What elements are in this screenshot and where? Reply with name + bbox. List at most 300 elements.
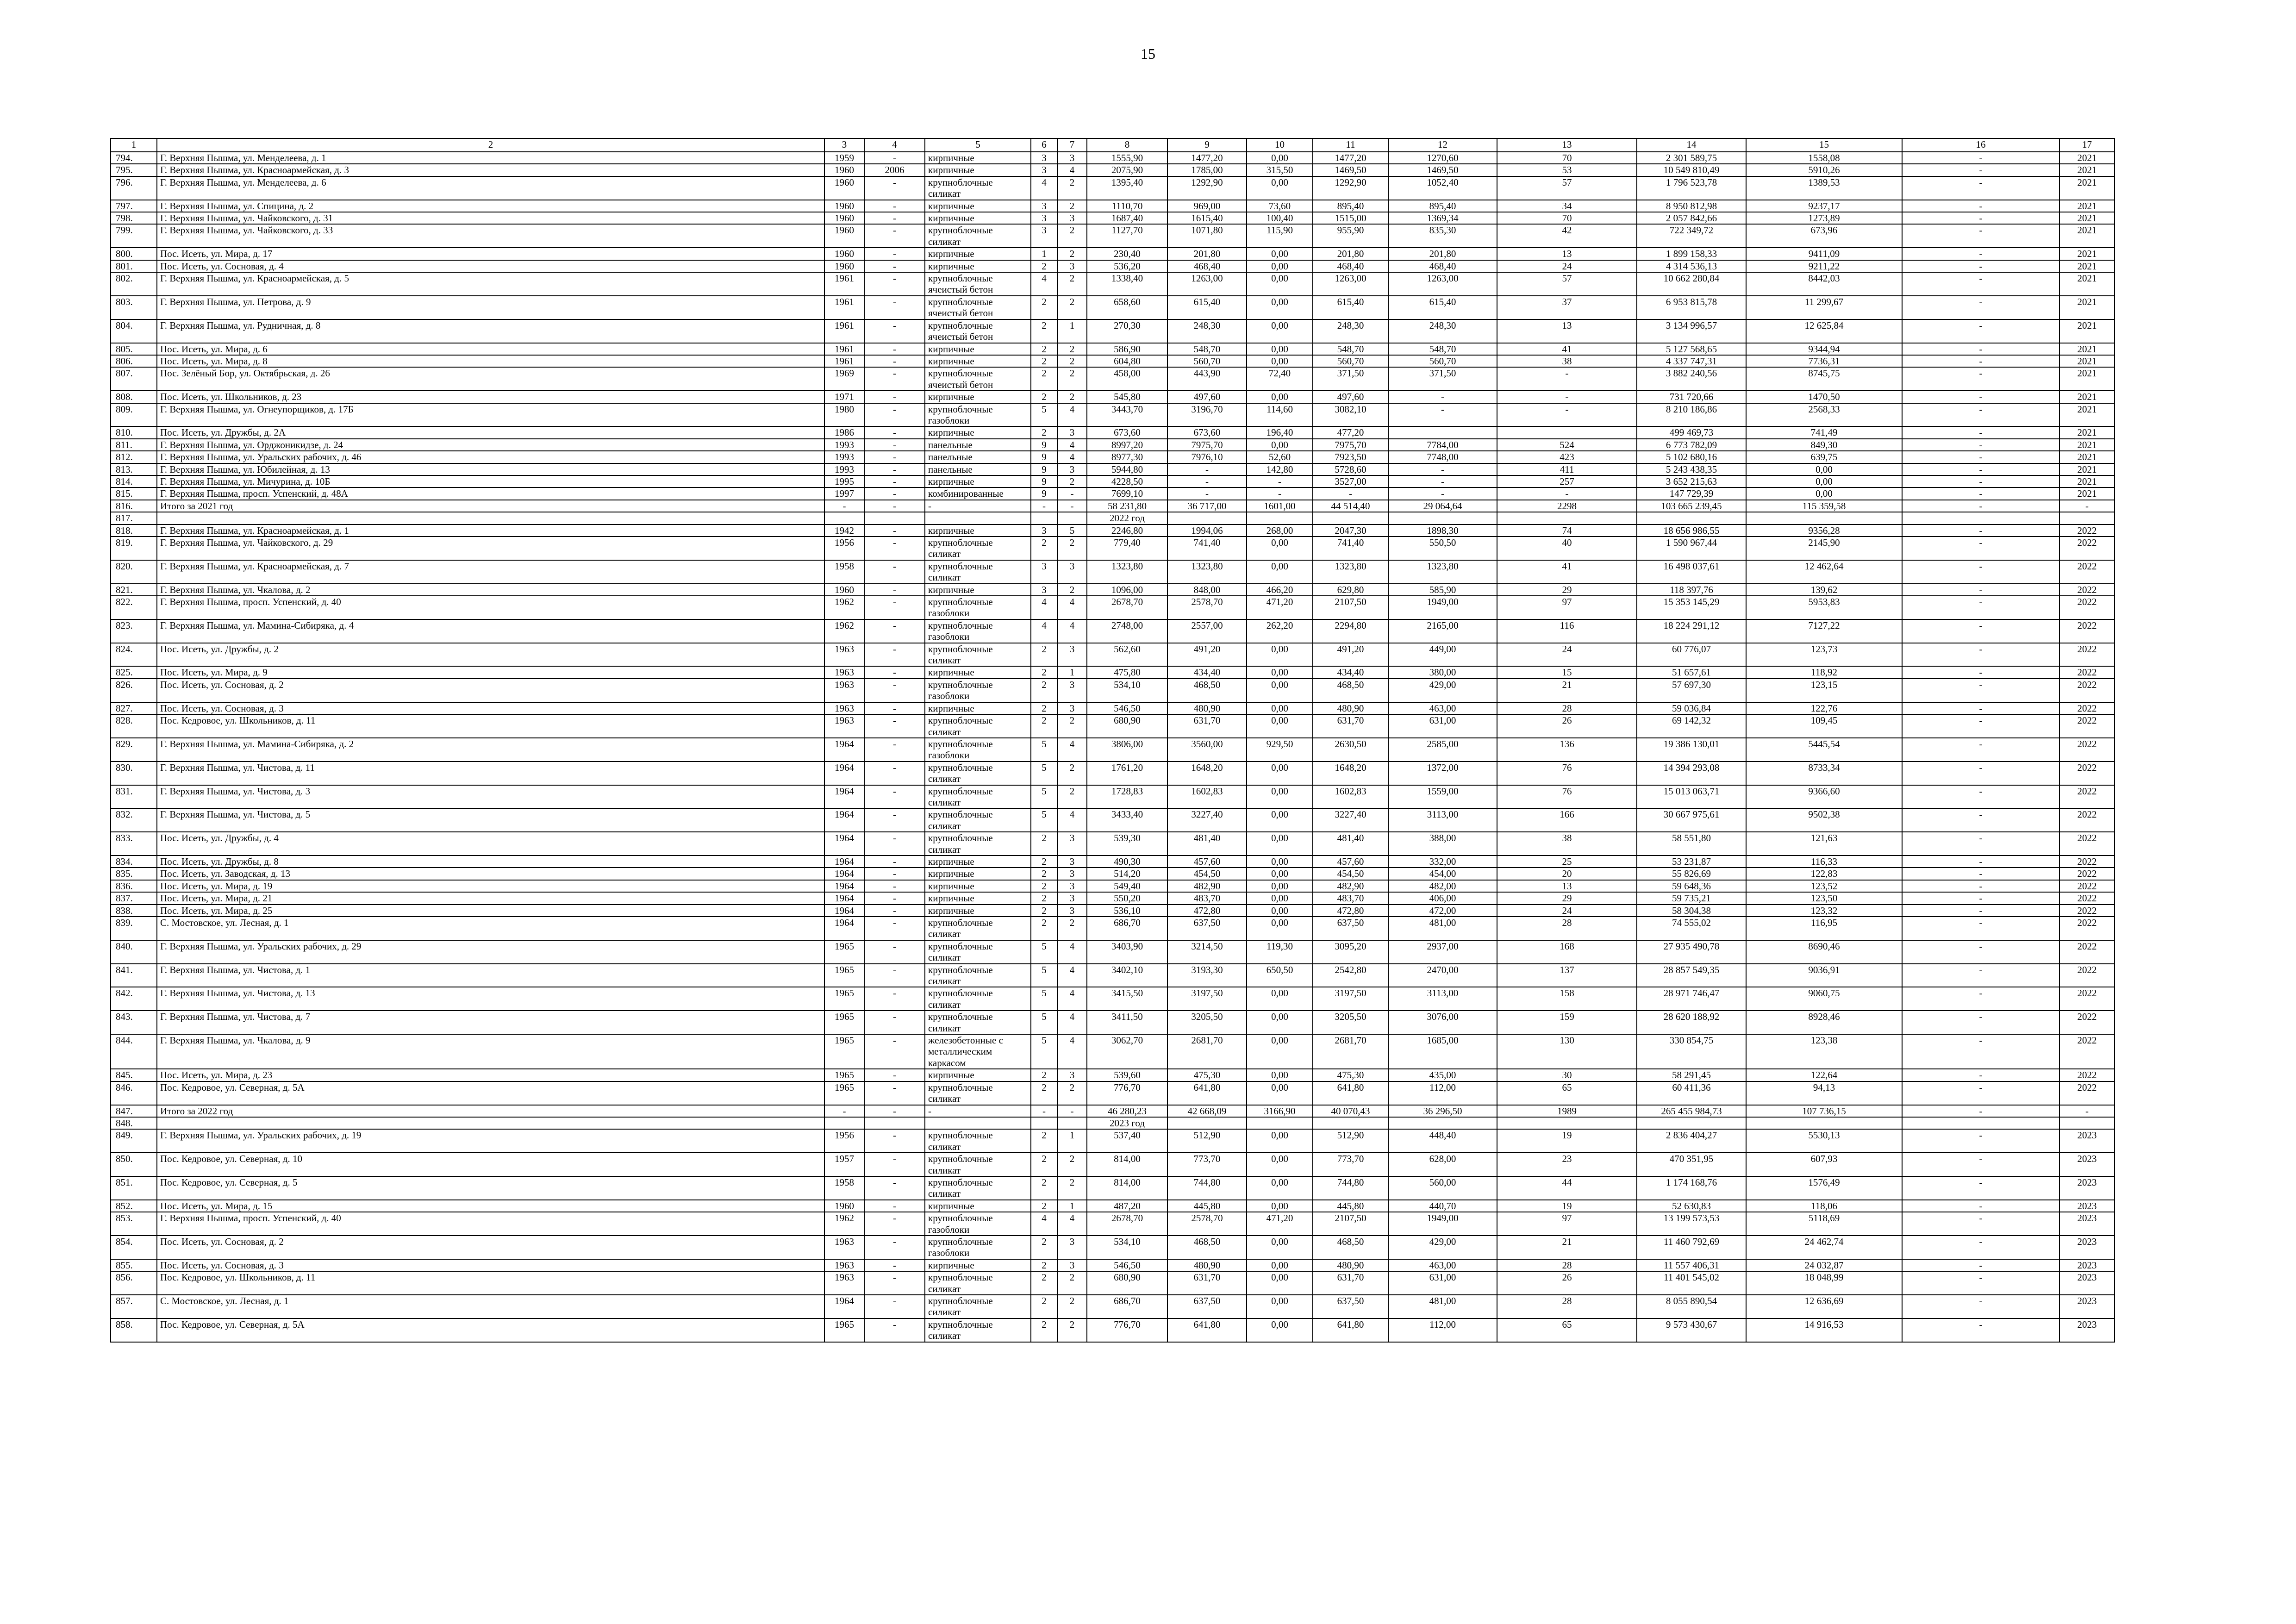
table-cell: - [1902, 500, 2059, 512]
table-cell: 480,90 [1167, 702, 1247, 714]
table-cell: 2542,80 [1313, 964, 1388, 987]
table-cell: Г. Верхняя Пышма, ул. Менделеева, д. 6 [157, 176, 824, 200]
table-cell: 2 [1031, 1271, 1057, 1295]
table-cell: С. Мостовское, ул. Лесная, д. 1 [157, 917, 824, 940]
table-row [111, 560, 2115, 584]
table-cell: 411 [1497, 463, 1637, 475]
table-cell: 1997 [824, 487, 864, 500]
table-cell: 2 [1057, 1318, 1087, 1342]
table-cell: 483,70 [1167, 892, 1247, 904]
table-cell: 440,70 [1388, 1200, 1497, 1212]
table-cell: 6 953 815,78 [1637, 296, 1746, 319]
table-cell: 2022 год [1087, 512, 1167, 524]
table-cell: Пос. Исеть, ул. Сосновая, д. 3 [157, 1259, 824, 1271]
table-cell: 3 [1031, 525, 1057, 537]
table-cell: 2021 [2059, 355, 2115, 367]
table-cell: 776,70 [1087, 1081, 1167, 1105]
table-cell: 797. [111, 200, 157, 212]
table-cell: 537,40 [1087, 1129, 1167, 1153]
table-cell: 2021 [2059, 391, 2115, 403]
table-cell: 3196,70 [1167, 403, 1247, 427]
table-cell: 475,30 [1313, 1069, 1388, 1081]
column-header: 12 [1388, 138, 1497, 152]
table-cell: 773,70 [1167, 1153, 1247, 1176]
table-cell: 21 [1497, 679, 1637, 702]
table-cell: 2 [1057, 296, 1087, 319]
table-cell: 1898,30 [1388, 525, 1497, 537]
column-header: 15 [1746, 138, 1902, 152]
table-cell: 0,00 [1247, 917, 1313, 940]
table-cell: крупноблочные газоблоки [925, 1236, 1031, 1259]
table-cell: - [864, 1295, 925, 1318]
table-cell: 1395,40 [1087, 176, 1167, 200]
table-cell: 2022 [2059, 1069, 2115, 1081]
table-row [111, 1069, 2115, 1081]
table-cell: 3227,40 [1313, 808, 1388, 832]
table-cell: 1477,20 [1313, 152, 1388, 164]
table-cell: 123,50 [1746, 892, 1902, 904]
table-cell: 65 [1497, 1318, 1637, 1342]
table-cell: 1648,20 [1167, 762, 1247, 785]
table-cell: 481,40 [1167, 832, 1247, 856]
table-cell: 512,90 [1167, 1129, 1247, 1153]
table-cell: 3 [1031, 212, 1057, 224]
table-cell [925, 1117, 1031, 1129]
table-cell: 11 401 545,02 [1637, 1271, 1746, 1295]
table-cell [1497, 512, 1637, 524]
table-cell: 512,90 [1313, 1129, 1388, 1153]
table-cell: 4 314 536,13 [1637, 260, 1746, 272]
table-cell: 28 620 188,92 [1637, 1011, 1746, 1034]
table-cell: 12 462,64 [1746, 560, 1902, 584]
table-cell: 7127,22 [1746, 619, 1902, 643]
table-cell: 829. [111, 738, 157, 762]
table-cell: - [864, 224, 925, 248]
table-cell: крупноблочные газоблоки [925, 679, 1031, 702]
table-row [111, 525, 2115, 537]
table-cell: 2 [1031, 391, 1057, 403]
table-cell: - [864, 212, 925, 224]
table-cell: Г. Верхняя Пышма, ул. Чайковского, д. 31 [157, 212, 824, 224]
table-cell: 5 [1031, 808, 1057, 832]
table-cell: 1962 [824, 1212, 864, 1236]
table-cell: - [864, 808, 925, 832]
registry-table-container [110, 138, 2114, 1343]
table-cell: - [1902, 1271, 2059, 1295]
table-cell: 929,50 [1247, 738, 1313, 762]
table-cell: - [1902, 1212, 2059, 1236]
table-cell: 9036,91 [1746, 964, 1902, 987]
table-cell: 11 299,67 [1746, 296, 1902, 319]
table-cell: 1270,60 [1388, 152, 1497, 164]
table-cell: 5 [1031, 762, 1057, 785]
table-cell: 15 013 063,71 [1637, 785, 1746, 809]
table-cell: 9 [1031, 475, 1057, 487]
table-cell: 2678,70 [1087, 596, 1167, 619]
table-cell: 2 [1031, 355, 1057, 367]
table-cell: 2022 [2059, 856, 2115, 868]
table-cell: - [1902, 1236, 2059, 1259]
table-cell: 265 455 984,73 [1637, 1105, 1746, 1117]
table-cell: 812. [111, 451, 157, 463]
table-cell: 483,70 [1313, 892, 1388, 904]
table-cell: 3197,50 [1167, 987, 1247, 1011]
table-cell: 30 667 975,61 [1637, 808, 1746, 832]
table-cell: 434,40 [1313, 666, 1388, 678]
table-cell: - [1902, 1011, 2059, 1034]
table-cell: кирпичные [925, 1200, 1031, 1212]
table-cell: 1965 [824, 1034, 864, 1069]
table-cell: 814,00 [1087, 1176, 1167, 1200]
table-cell: 1949,00 [1388, 1212, 1497, 1236]
table-cell: 470 351,95 [1637, 1153, 1746, 1176]
table-cell: 21 [1497, 1236, 1637, 1259]
table-cell: 7976,10 [1167, 451, 1247, 463]
table-cell: 809. [111, 403, 157, 427]
table-cell: 2 [1031, 917, 1057, 940]
table-cell: 2023 [2059, 1318, 2115, 1342]
table-cell: 1964 [824, 856, 864, 868]
table-cell: 4 [1057, 451, 1087, 463]
table-cell: 823. [111, 619, 157, 643]
table-cell: 3193,30 [1167, 964, 1247, 987]
table-cell: - [864, 785, 925, 809]
table-cell: 12 636,69 [1746, 1295, 1902, 1318]
table-row [111, 1081, 2115, 1105]
table-cell: 13 199 573,53 [1637, 1212, 1746, 1236]
table-cell: 2022 [2059, 666, 2115, 678]
table-row [111, 643, 2115, 667]
table-row [111, 868, 2115, 880]
table-cell: 0,00 [1247, 1200, 1313, 1212]
table-cell: 73,60 [1247, 200, 1313, 212]
table-cell: 3 [1057, 643, 1087, 667]
table-row [111, 856, 2115, 868]
table-cell: 2470,00 [1388, 964, 1497, 987]
table-cell: - [1902, 1200, 2059, 1212]
table-cell: - [864, 391, 925, 403]
table-row [111, 892, 2115, 904]
table-cell: 41 [1497, 343, 1637, 355]
table-cell: - [1902, 343, 2059, 355]
table-cell: 2075,90 [1087, 164, 1167, 176]
table-cell: 118,92 [1746, 666, 1902, 678]
table-cell: крупноблочные силикат [925, 224, 1031, 248]
table-cell: Г. Верхняя Пышма, просп. Успенский, д. 48А [157, 487, 824, 500]
table-cell: Пос. Исеть, ул. Мира, д. 19 [157, 880, 824, 892]
table-row [111, 439, 2115, 451]
table-cell: крупноблочные силикат [925, 560, 1031, 584]
table-cell: 1960 [824, 1200, 864, 1212]
table-cell: - [1902, 666, 2059, 678]
table-cell: 1964 [824, 785, 864, 809]
table-cell: - [1902, 596, 2059, 619]
table-cell: 8733,34 [1746, 762, 1902, 785]
table-row [111, 1129, 2115, 1153]
table-cell: 2022 [2059, 880, 2115, 892]
table-cell: кирпичные [925, 868, 1031, 880]
table-cell: 2165,00 [1388, 619, 1497, 643]
table-cell: - [1902, 224, 2059, 248]
table-cell: 1956 [824, 537, 864, 560]
table-cell: кирпичные [925, 702, 1031, 714]
table-cell: 2630,50 [1313, 738, 1388, 762]
table-cell: 2021 [2059, 260, 2115, 272]
table-cell: 5953,83 [1746, 596, 1902, 619]
table-cell: 673,60 [1087, 426, 1167, 438]
table-cell: 1969 [824, 367, 864, 391]
table-cell: 487,20 [1087, 1200, 1167, 1212]
table-cell [824, 1117, 864, 1129]
table-cell: 854. [111, 1236, 157, 1259]
table-cell: 2021 [2059, 463, 2115, 475]
table-cell: 44 [1497, 1176, 1637, 1200]
table-cell: 371,50 [1388, 367, 1497, 391]
table-cell: - [1902, 1318, 2059, 1342]
table-cell: 116 [1497, 619, 1637, 643]
table-cell: 1615,40 [1167, 212, 1247, 224]
table-cell: 1961 [824, 355, 864, 367]
column-header: 7 [1057, 138, 1087, 152]
table-cell: 18 048,99 [1746, 1271, 1902, 1295]
table-cell: 12 625,84 [1746, 319, 1902, 343]
table-cell: 0,00 [1247, 679, 1313, 702]
table-cell: 5 127 568,65 [1637, 343, 1746, 355]
table-cell: - [1247, 487, 1313, 500]
table-cell: 0,00 [1247, 296, 1313, 319]
table-row [111, 1153, 2115, 1176]
table-cell: - [1902, 1105, 2059, 1117]
table-cell: кирпичные [925, 1259, 1031, 1271]
table-cell: 1963 [824, 666, 864, 678]
table-cell [1247, 1117, 1313, 1129]
table-cell: 2 [1031, 1129, 1057, 1153]
table-cell: 2021 [2059, 200, 2115, 212]
table-cell: 475,80 [1087, 666, 1167, 678]
table-cell: 3 [1057, 892, 1087, 904]
table-cell: 1965 [824, 1069, 864, 1081]
table-cell: Г. Верхняя Пышма, ул. Менделеева, д. 1 [157, 152, 824, 164]
table-cell: 4 [1057, 940, 1087, 964]
table-cell: 731 720,66 [1637, 391, 1746, 403]
table-cell: 2 [1057, 224, 1087, 248]
table-cell: панельные [925, 451, 1031, 463]
table-cell: 51 657,61 [1637, 666, 1746, 678]
table-cell: - [1902, 1081, 2059, 1105]
table-row [111, 1200, 2115, 1212]
table-cell: - [925, 1105, 1031, 1117]
table-cell: 848,00 [1167, 584, 1247, 596]
table-cell: 0,00 [1247, 1129, 1313, 1153]
table-cell: - [864, 525, 925, 537]
table-cell: 686,70 [1087, 917, 1167, 940]
table-cell: - [1902, 856, 2059, 868]
table-cell: 3082,10 [1313, 403, 1388, 427]
table-cell: 4 [1057, 738, 1087, 762]
table-cell: 1965 [824, 987, 864, 1011]
table-body [111, 152, 2115, 1342]
table-cell: 332,00 [1388, 856, 1497, 868]
table-cell: 2022 [2059, 868, 2115, 880]
table-cell: 1323,80 [1313, 560, 1388, 584]
table-cell: 2022 [2059, 1034, 2115, 1069]
table-cell: 0,00 [1247, 248, 1313, 260]
table-cell: 2021 [2059, 164, 2115, 176]
table-row [111, 463, 2115, 475]
table-cell: кирпичные [925, 1069, 1031, 1081]
table-cell: 100,40 [1247, 212, 1313, 224]
table-cell: 1956 [824, 1129, 864, 1153]
year-heading-row [111, 1117, 2115, 1129]
table-cell: - [1902, 537, 2059, 560]
table-cell: 2021 [2059, 403, 2115, 427]
table-cell: 4 [1057, 619, 1087, 643]
table-cell: 9366,60 [1746, 785, 1902, 809]
table-cell: крупноблочные силикат [925, 808, 1031, 832]
table-cell: 2022 [2059, 584, 2115, 596]
table-cell: 1957 [824, 1153, 864, 1176]
table-cell: 857. [111, 1295, 157, 1318]
table-cell: 480,90 [1313, 1259, 1388, 1271]
table-cell: - [1902, 679, 2059, 702]
table-cell: 1602,83 [1313, 785, 1388, 809]
table-cell: - [864, 1236, 925, 1259]
table-row [111, 1212, 2115, 1236]
table-cell: - [1902, 296, 2059, 319]
table-cell: 58 304,38 [1637, 905, 1746, 917]
table-cell: 2 301 589,75 [1637, 152, 1746, 164]
table-cell: 28 [1497, 1295, 1637, 1318]
table-cell: 471,20 [1247, 596, 1313, 619]
table-cell [1637, 512, 1746, 524]
table-cell: крупноблочные силикат [925, 537, 1031, 560]
table-cell: крупноблочные силикат [925, 1011, 1031, 1034]
table-cell: - [1902, 1176, 2059, 1200]
table-cell: 4 [1057, 808, 1087, 832]
table-cell: 855. [111, 1259, 157, 1271]
table-cell: 548,70 [1167, 343, 1247, 355]
table-cell: 429,00 [1388, 1236, 1497, 1259]
table-row [111, 152, 2115, 164]
table-cell: - [1497, 403, 1637, 427]
table-cell: 604,80 [1087, 355, 1167, 367]
table-cell: 536,20 [1087, 260, 1167, 272]
table-cell: 4 [1031, 272, 1057, 296]
table-cell: 811. [111, 439, 157, 451]
table-cell: 2748,00 [1087, 619, 1167, 643]
table-cell: 448,40 [1388, 1129, 1497, 1153]
table-cell: 1980 [824, 403, 864, 427]
table-cell: - [864, 296, 925, 319]
table-cell: 615,40 [1167, 296, 1247, 319]
table-cell: 59 036,84 [1637, 702, 1746, 714]
table-cell: 16 498 037,61 [1637, 560, 1746, 584]
table-cell: - [864, 738, 925, 762]
table-cell [1313, 1117, 1388, 1129]
table-cell: 115,90 [1247, 224, 1313, 248]
table-cell: кирпичные [925, 200, 1031, 212]
table-cell: - [864, 176, 925, 200]
table-cell: 3560,00 [1167, 738, 1247, 762]
table-cell: 2023 [2059, 1176, 2115, 1200]
table-cell: 1993 [824, 451, 864, 463]
table-cell: 1389,53 [1746, 176, 1902, 200]
table-cell: 7784,00 [1388, 439, 1497, 451]
table-cell: Пос. Исеть, ул. Заводская, д. 13 [157, 868, 824, 880]
table-cell: 548,70 [1313, 343, 1388, 355]
table-cell: 798. [111, 212, 157, 224]
table-cell: 196,40 [1247, 426, 1313, 438]
housing-registry-table [110, 138, 2115, 1343]
table-cell: - [864, 487, 925, 500]
table-cell: 3205,50 [1313, 1011, 1388, 1034]
table-cell: 3806,00 [1087, 738, 1167, 762]
table-cell: 838. [111, 905, 157, 917]
table-cell: 2 [1031, 868, 1057, 880]
table-cell: 858. [111, 1318, 157, 1342]
table-cell: 330 854,75 [1637, 1034, 1746, 1069]
table-cell: 1558,08 [1746, 152, 1902, 164]
table-cell: 641,80 [1167, 1318, 1247, 1342]
table-cell: 2 [1057, 1081, 1087, 1105]
table-cell: Г. Верхняя Пышма, ул. Красноармейская, д. 1 [157, 525, 824, 537]
table-cell: 850. [111, 1153, 157, 1176]
table-cell: 1964 [824, 880, 864, 892]
table-cell: Г. Верхняя Пышма, ул. Чайковского, д. 29 [157, 537, 824, 560]
table-cell: 482,90 [1167, 880, 1247, 892]
table-cell: 3 [1057, 679, 1087, 702]
table-cell: Г. Верхняя Пышма, ул. Орджоникидзе, д. 24 [157, 439, 824, 451]
table-cell: 74 555,02 [1637, 917, 1746, 940]
table-cell: 1995 [824, 475, 864, 487]
table-cell: 130 [1497, 1034, 1637, 1069]
table-cell: - [1031, 1105, 1057, 1117]
table-cell: 23 [1497, 1153, 1637, 1176]
table-cell [1902, 512, 2059, 524]
year-heading-row [111, 512, 2115, 524]
table-cell: 9 [1031, 451, 1057, 463]
table-cell: 0,00 [1746, 463, 1902, 475]
table-cell: крупноблочные силикат [925, 714, 1031, 738]
table-cell: - [864, 832, 925, 856]
table-cell: 1964 [824, 832, 864, 856]
table-cell: 97 [1497, 1212, 1637, 1236]
table-cell: 1555,90 [1087, 152, 1167, 164]
table-cell: 3095,20 [1313, 940, 1388, 964]
table-row [111, 1271, 2115, 1295]
table-cell: 1965 [824, 940, 864, 964]
table-cell: 2 [1031, 905, 1057, 917]
table-cell: Пос. Исеть, ул. Школьников, д. 23 [157, 391, 824, 403]
table-cell: 8 210 186,86 [1637, 403, 1746, 427]
table-cell: 895,40 [1388, 200, 1497, 212]
table-cell: 5445,54 [1746, 738, 1902, 762]
table-cell: 615,40 [1388, 296, 1497, 319]
table-cell: крупноблочные силикат [925, 1318, 1031, 1342]
table-cell: 121,63 [1746, 832, 1902, 856]
table-cell: - [1902, 475, 2059, 487]
table-cell: 1263,00 [1388, 272, 1497, 296]
table-cell: 1292,90 [1313, 176, 1388, 200]
table-cell: 468,50 [1167, 679, 1247, 702]
table-row [111, 619, 2115, 643]
table-cell: 0,00 [1247, 714, 1313, 738]
table-cell: 2 [1031, 1259, 1057, 1271]
table-cell: 2021 [2059, 319, 2115, 343]
table-cell: 3 882 240,56 [1637, 367, 1746, 391]
table-cell: - [1902, 212, 2059, 224]
table-cell: - [1902, 868, 2059, 880]
